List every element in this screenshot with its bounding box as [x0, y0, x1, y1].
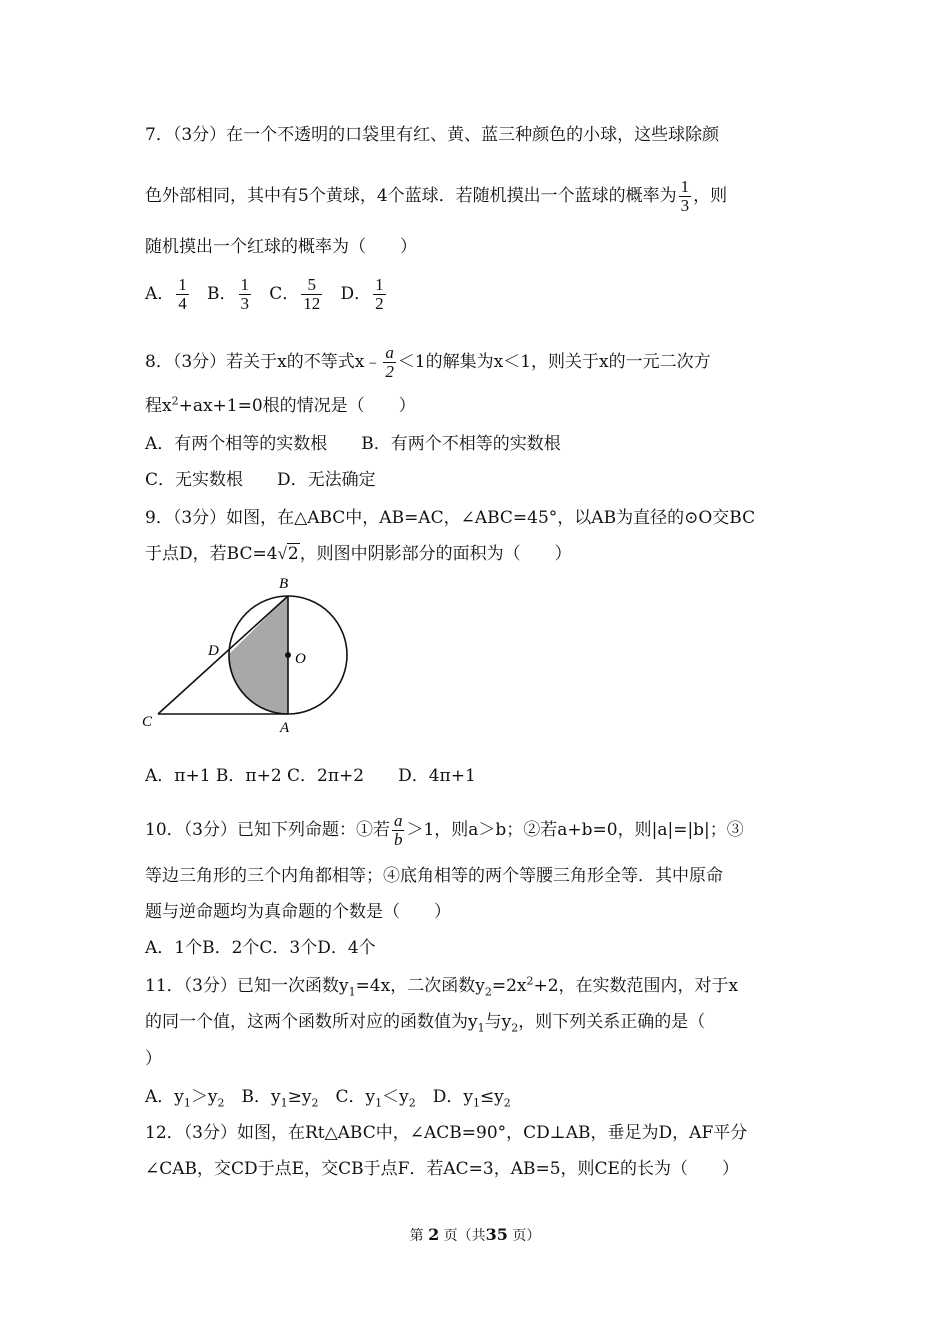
q9-options: A．π+1 B．π+2 C．2π+2 D．4π+1: [145, 766, 476, 786]
subscript: 2: [503, 1096, 511, 1110]
subscript: 1: [183, 1096, 191, 1110]
q12-line-1: 12．（3分）如图，在Rt△ABC中，∠ACB=90°，CD⊥AB，垂足为D，AF平分: [145, 1123, 748, 1143]
q11-line-3: ）: [145, 1049, 162, 1069]
label-c: C: [142, 714, 153, 730]
frac-num: 1: [375, 275, 384, 294]
q10-fraction: [392, 812, 405, 849]
q11-line-2: [145, 1010, 705, 1034]
option-a: A．y: [145, 1087, 184, 1107]
q9-text: 于点D，若BC=4: [145, 544, 278, 564]
q7-line-1: 7．（3分）在一个不透明的口袋里有红、黄、蓝三种颜色的小球，这些球除颜: [145, 125, 720, 145]
sqrt-value: 2: [287, 544, 299, 564]
frac-num: 5: [307, 275, 316, 294]
page-number: 2: [428, 1225, 440, 1244]
option-c: ＜y: [382, 1087, 409, 1107]
footer-text: 第: [409, 1228, 424, 1244]
q9-text: ，则图中阴影部分的面积为（ ）: [299, 544, 572, 564]
q11-line-1: [145, 974, 738, 998]
q10-line-3: 题与逆命题均为真命题的个数是（ ）: [145, 902, 451, 922]
frac-den: 2: [385, 362, 394, 381]
option-a: ＞y: [190, 1087, 218, 1107]
frac-den: 3: [240, 294, 249, 313]
q10-line-2: 等边三角形的三个内角都相等；④底角相等的两个等腰三角形全等．其中原命: [145, 866, 723, 886]
q11-text: =2x: [491, 976, 527, 996]
subscript: 2: [511, 1021, 519, 1035]
option-c-label: C．: [269, 284, 300, 304]
superscript: 2: [171, 394, 179, 408]
page-footer: [0, 1225, 950, 1245]
superscript: 2: [526, 974, 534, 988]
center-point-o: [285, 652, 291, 658]
q8-line-1: [145, 344, 711, 381]
q8-text: 程x: [145, 396, 172, 416]
option-b: ≥y: [287, 1087, 312, 1107]
q8-line-2: [145, 394, 416, 418]
footer-text: 页）: [512, 1228, 541, 1244]
frac-den: 12: [303, 294, 321, 313]
subscript: 2: [311, 1096, 319, 1110]
q10-text: 10．（3分）已知下列命题：①若: [145, 820, 390, 840]
total-pages: 35: [485, 1225, 508, 1244]
q7-line-3: 随机摸出一个红球的概率为（ ）: [145, 237, 417, 257]
q11-text: ，则下列关系正确的是（: [518, 1012, 706, 1032]
subscript: 1: [472, 1096, 480, 1110]
label-a: A: [280, 720, 290, 736]
q8-fraction: [383, 344, 396, 381]
q7-line-2: [145, 178, 727, 215]
q8-text: +ax+1=0根的情况是（ ）: [178, 396, 416, 416]
q7-options: [145, 276, 388, 313]
subscript: 1: [280, 1096, 288, 1110]
q8-options-ab: A．有两个相等的实数根 B．有两个不相等的实数根: [145, 434, 561, 454]
q11-text: 的同一个值，这两个函数所对应的函数值为y: [145, 1012, 478, 1032]
q10-options: A．1个B．2个C．3个D．4个: [145, 938, 376, 958]
subscript: 2: [484, 985, 492, 999]
option-b-label: B．: [207, 284, 237, 304]
frac-den: 4: [178, 294, 187, 313]
frac-num: 1: [680, 177, 690, 196]
q11-text: 11．（3分）已知一次函数y: [145, 976, 349, 996]
q7-probability-fraction: [679, 178, 692, 215]
q7-text: 色外部相同，其中有5个黄球，4个蓝球．若随机摸出一个蓝球的概率为: [145, 186, 677, 206]
subscript: 2: [217, 1096, 225, 1110]
q11-text: +2，在实数范围内，对于x: [533, 976, 739, 996]
frac-den: 3: [680, 196, 690, 215]
option-a-fraction: [176, 276, 189, 313]
option-d-fraction: [373, 276, 386, 313]
q8-text: ＜1的解集为x＜1，则关于x的一元二次方: [397, 352, 711, 372]
label-d: D: [208, 643, 219, 659]
subscript: 1: [375, 1096, 383, 1110]
subscript: 1: [348, 985, 356, 999]
footer-text: 页（共: [443, 1228, 486, 1244]
q10-line-1: [145, 812, 744, 849]
subscript: 1: [477, 1021, 485, 1035]
option-a-label: A．: [145, 284, 175, 304]
q8-options-cd: C．无实数根 D．无法确定: [145, 470, 376, 490]
option-c: C．y: [318, 1087, 376, 1107]
frac-num: a: [385, 343, 394, 362]
geometry-figure: [136, 572, 356, 740]
frac-num: 1: [240, 275, 249, 294]
q7-text: ，则: [693, 186, 728, 206]
label-b: B: [279, 576, 289, 592]
q12-line-2: ∠CAB，交CD于点E，交CB于点F．若AC=3，AB=5，则CE的长为（ ）: [145, 1159, 739, 1179]
q11-text: 与y: [484, 1012, 512, 1032]
option-b: B．y: [224, 1087, 281, 1107]
frac-den: 2: [375, 294, 384, 313]
shaded-region: [228, 596, 288, 714]
subscript: 2: [408, 1096, 416, 1110]
option-d: ≤y: [479, 1087, 504, 1107]
q8-text: 8．（3分）若关于x的不等式x﹣: [145, 352, 382, 372]
option-b-fraction: [239, 276, 252, 313]
q10-text: ＞1，则a＞b；②若a+b=0，则|a|=|b|；③: [406, 820, 744, 840]
frac-den: b: [393, 830, 403, 849]
q9-line-2: 于点D，若BC=4√2，则图中阴影部分的面积为（ ）: [145, 544, 572, 564]
frac-num: a: [393, 811, 403, 830]
q11-text: =4x，二次函数y: [355, 976, 485, 996]
frac-num: 1: [178, 275, 187, 294]
label-o: O: [295, 651, 306, 667]
option-d-label: D．: [340, 284, 372, 304]
q11-options: [145, 1085, 511, 1109]
option-c-fraction: [301, 276, 322, 313]
q9-line-1: 9．（3分）如图，在△ABC中，AB=AC，∠ABC=45°，以AB为直径的⊙O交BC: [145, 508, 756, 528]
option-d: D．y: [415, 1087, 473, 1107]
